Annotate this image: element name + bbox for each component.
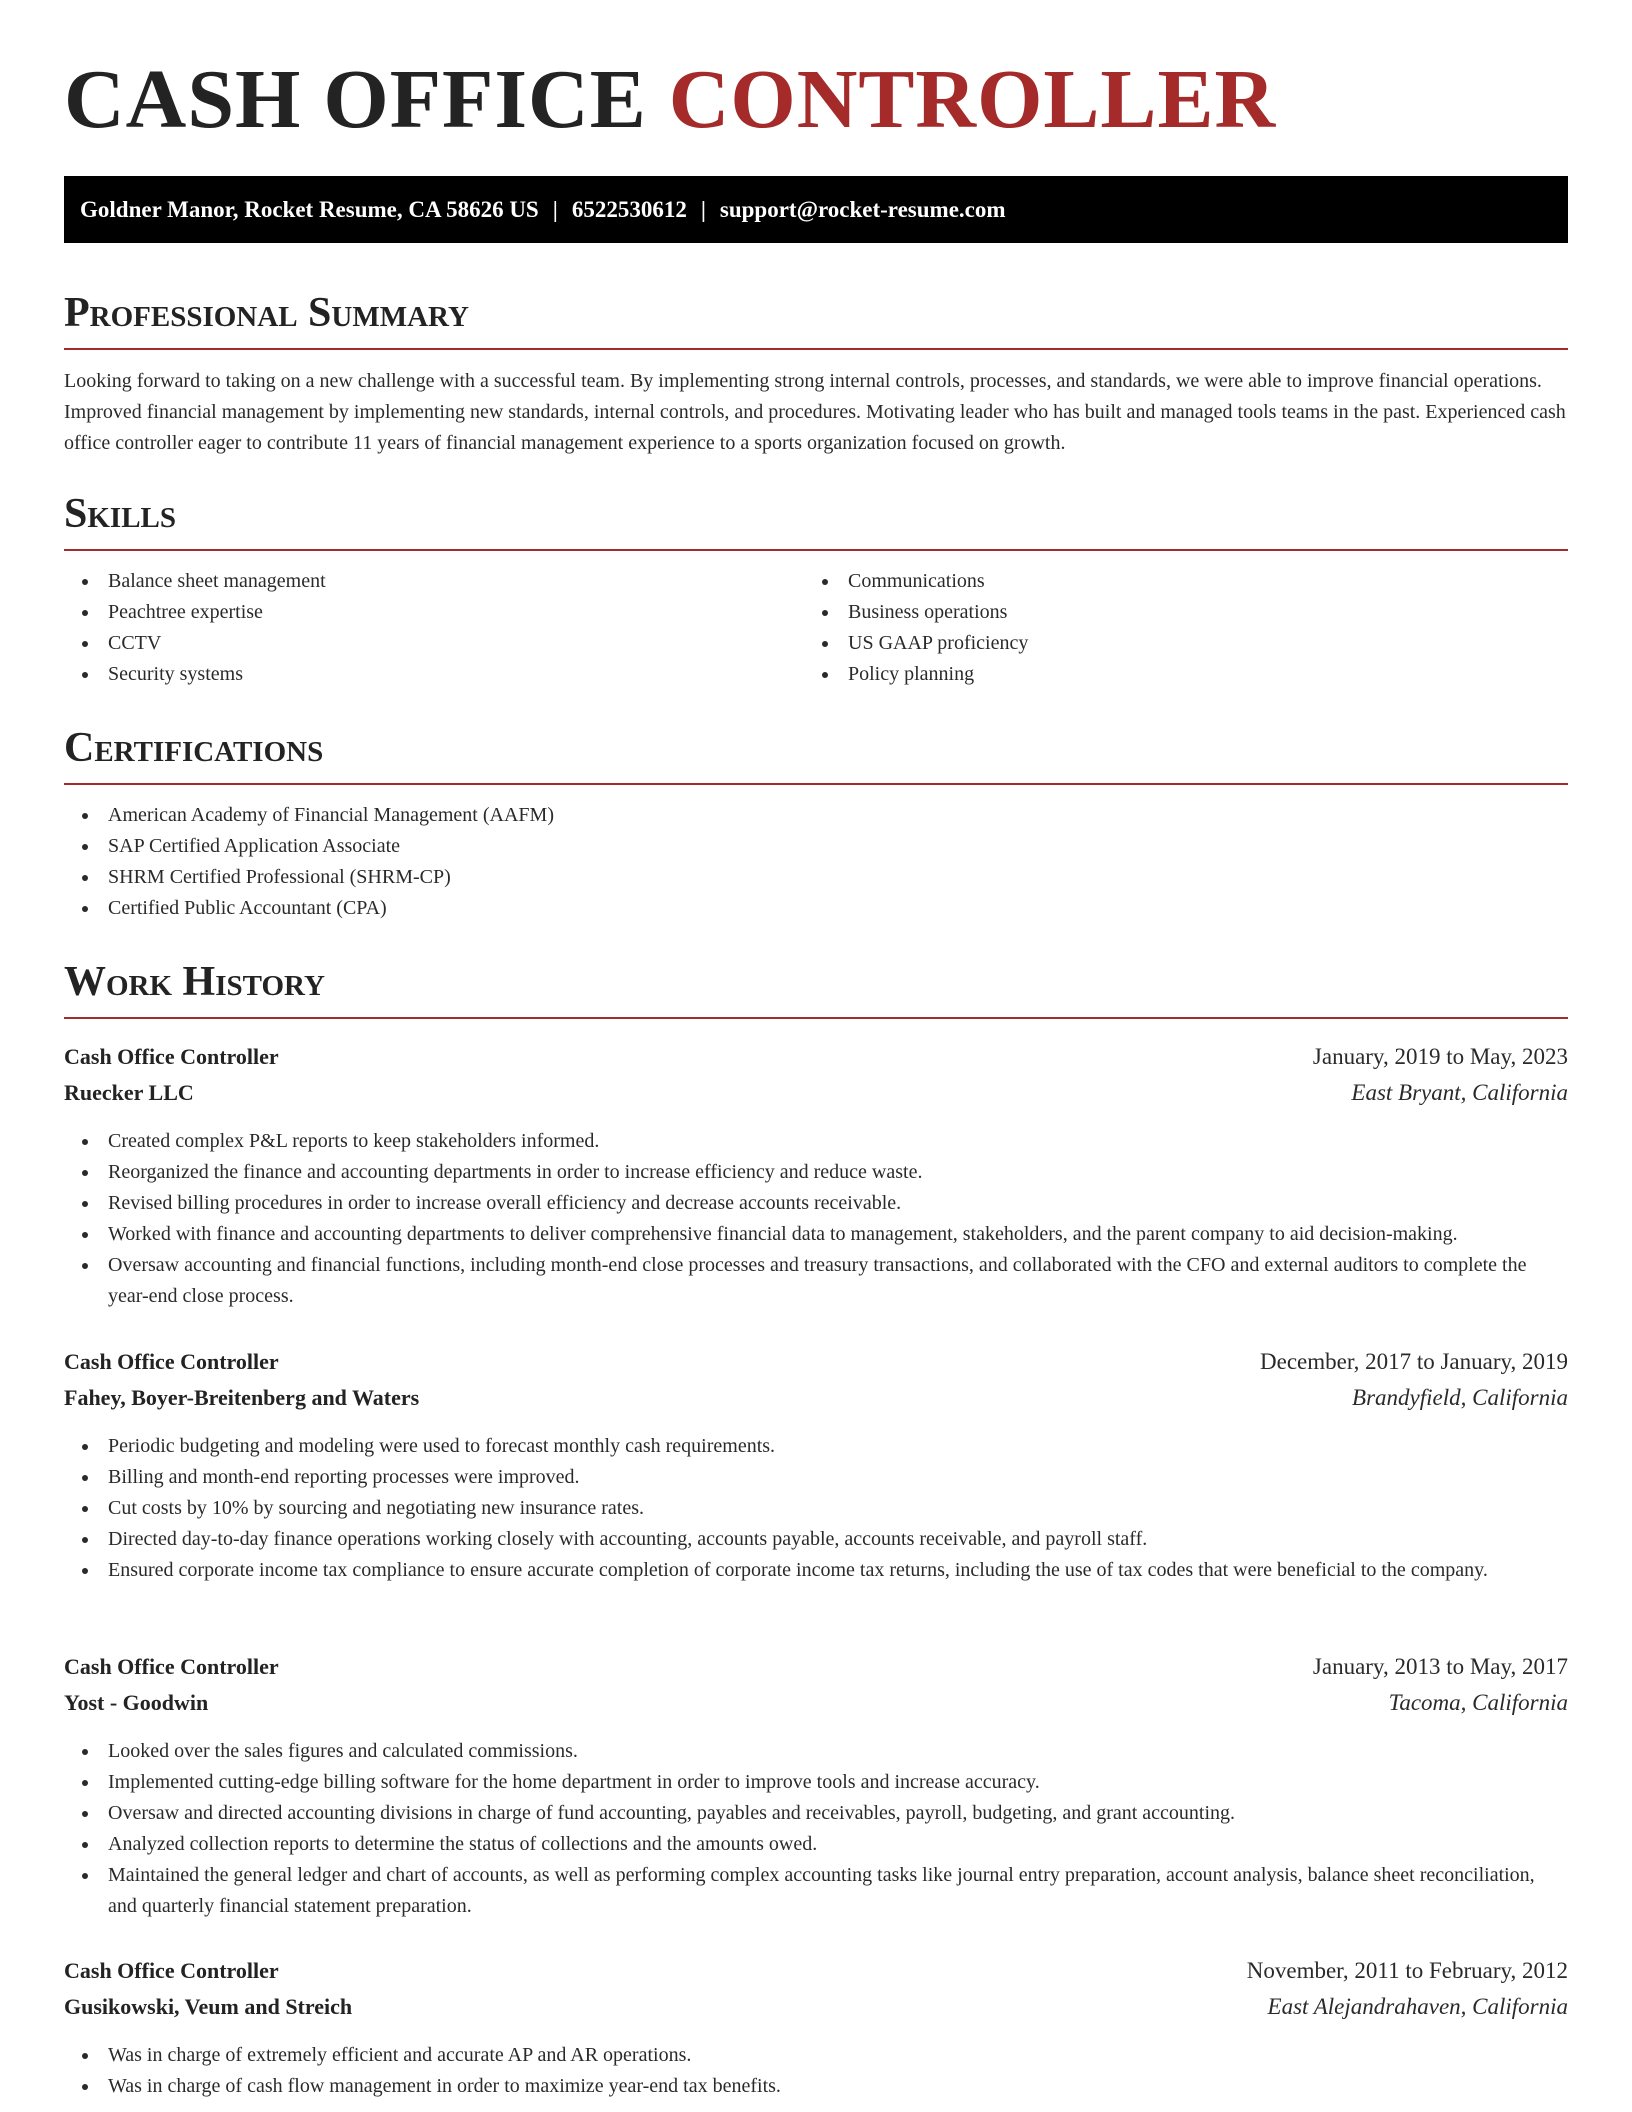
job-location: East Bryant, California <box>1351 1080 1568 1105</box>
job-dates: November, 2011 to February, 2012 <box>1246 1958 1568 1983</box>
job-location: East Alejandrahaven, California <box>1267 1994 1568 2019</box>
company-name: Yost - Goodwin <box>64 1690 209 1715</box>
section-heading-certifications: Certifications <box>64 727 1568 785</box>
job-location: Brandyfield, California <box>1352 1385 1568 1410</box>
certification-item: Certified Public Accountant (CPA) <box>64 893 1568 924</box>
job-bullet: Worked with finance and accounting departments to deliver comprehensive financial data to management, stakeholders, and the parent company to aid decision-making. <box>64 1219 1568 1250</box>
skill-item: Balance sheet management <box>64 566 804 597</box>
certifications-list <box>64 800 1568 924</box>
job-company-row <box>64 1989 1568 2025</box>
section-heading-summary: Professional Summary <box>64 292 1568 350</box>
job-bullet: Directed day-to-day finance operations working closely with accounting, accounts payable, accounts receivable, and payroll staff. <box>64 1524 1568 1555</box>
job-header-row <box>64 1039 1568 1075</box>
contact-phone[interactable]: 6522530612 <box>571 197 687 222</box>
company-name: Gusikowski, Veum and Streich <box>64 1994 353 2019</box>
job-bullet: Oversaw accounting and financial functions, including month-end close processes and treasury transactions, and collaborated with the CFO and external auditors to complete the year-end close process. <box>64 1250 1568 1312</box>
job-company-row <box>64 1075 1568 1111</box>
job-bullets <box>64 1736 1568 1922</box>
contact-email[interactable]: support@rocket-resume.com <box>719 197 1006 222</box>
skill-item: CCTV <box>64 628 804 659</box>
resume-title <box>64 50 1276 151</box>
skill-item: Communications <box>804 566 1568 597</box>
section-heading-work-history: Work History <box>64 961 1568 1019</box>
company-name: Fahey, Boyer-Breitenberg and Waters <box>64 1385 420 1410</box>
job-dates: December, 2017 to January, 2019 <box>1260 1349 1568 1374</box>
job-bullets <box>64 1126 1568 1312</box>
skills-list-left <box>64 566 804 690</box>
section-heading-skills: Skills <box>64 493 1568 551</box>
skill-item: Security systems <box>64 659 804 690</box>
job-title: Cash Office Controller <box>64 1044 279 1069</box>
job-header-row <box>64 1953 1568 1989</box>
job-bullets <box>64 2040 1568 2102</box>
certification-item: SHRM Certified Professional (SHRM-CP) <box>64 862 1568 893</box>
contact-bar <box>64 176 1568 243</box>
contact-separator: | <box>700 197 706 222</box>
company-name: Ruecker LLC <box>64 1080 194 1105</box>
job-title: Cash Office Controller <box>64 1349 279 1374</box>
job-bullet: Was in charge of cash flow management in order to maximize year-end tax benefits. <box>64 2071 1568 2102</box>
job-dates: January, 2019 to May, 2023 <box>1312 1044 1568 1069</box>
certification-item: American Academy of Financial Management (AAFM) <box>64 800 1568 831</box>
job-bullet: Ensured corporate income tax compliance to ensure accurate completion of corporate income tax returns, including the use of tax codes that were beneficial to the company. <box>64 1555 1568 1586</box>
job-bullet: Oversaw and directed accounting divisions in charge of fund accounting, payables and receivables, payroll, budgeting, and grant accounting. <box>64 1798 1568 1829</box>
job-bullet: Reorganized the finance and accounting departments in order to increase efficiency and reduce waste. <box>64 1157 1568 1188</box>
job-title: Cash Office Controller <box>64 1958 279 1983</box>
job-dates: January, 2013 to May, 2017 <box>1312 1654 1568 1679</box>
certification-item: SAP Certified Application Associate <box>64 831 1568 862</box>
job-bullets <box>64 1431 1568 1586</box>
job-header-row <box>64 1649 1568 1685</box>
job-bullet: Revised billing procedures in order to increase overall efficiency and decrease accounts receivable. <box>64 1188 1568 1219</box>
skill-item: Business operations <box>804 597 1568 628</box>
job-bullet: Looked over the sales figures and calculated commissions. <box>64 1736 1568 1767</box>
job-bullet: Was in charge of extremely efficient and accurate AP and AR operations. <box>64 2040 1568 2071</box>
job-bullet: Cut costs by 10% by sourcing and negotiating new insurance rates. <box>64 1493 1568 1524</box>
skill-item: Peachtree expertise <box>64 597 804 628</box>
job-header-row <box>64 1344 1568 1380</box>
contact-separator: | <box>552 197 558 222</box>
job-bullet: Maintained the general ledger and chart of accounts, as well as performing complex accounting tasks like journal entry preparation, account analysis, balance sheet reconciliation, and quarterly financial statement preparation. <box>64 1860 1568 1922</box>
title-accent: CONTROLLER <box>668 53 1277 146</box>
job-bullet: Billing and month-end reporting processes were improved. <box>64 1462 1568 1493</box>
job-bullet: Implemented cutting-edge billing software for the home department in order to improve tools and increase accuracy. <box>64 1767 1568 1798</box>
skill-item: US GAAP proficiency <box>804 628 1568 659</box>
contact-address: Goldner Manor, Rocket Resume, CA 58626 US <box>80 197 539 222</box>
job-company-row <box>64 1685 1568 1721</box>
job-location: Tacoma, California <box>1388 1690 1568 1715</box>
job-company-row <box>64 1380 1568 1416</box>
job-bullet: Analyzed collection reports to determine the status of collections and the amounts owed. <box>64 1829 1568 1860</box>
skills-list-right <box>804 566 1568 690</box>
job-title: Cash Office Controller <box>64 1654 279 1679</box>
title-primary: CASH OFFICE <box>64 53 647 146</box>
job-bullet: Created complex P&L reports to keep stakeholders informed. <box>64 1126 1568 1157</box>
skill-item: Policy planning <box>804 659 1568 690</box>
job-bullet: Periodic budgeting and modeling were used to forecast monthly cash requirements. <box>64 1431 1568 1462</box>
summary-text: Looking forward to taking on a new challenge with a successful team. By implementing strong internal controls, processes, and standards, we were able to improve financial operations. Improved financial management by implementing new standards, internal controls, and procedures. Motivating leader who has built and managed tools teams in the past. Experienced cash office controller eager to contribute 11 years of financial management experience to a sports organization focused on growth. <box>64 370 1566 454</box>
